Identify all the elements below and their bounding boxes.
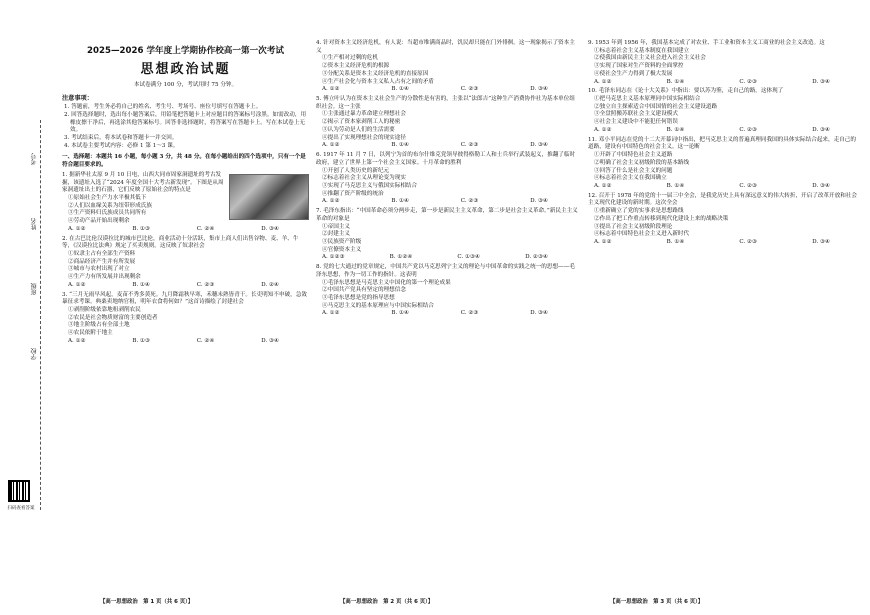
answer-a: A. ①②③ bbox=[322, 254, 345, 261]
question-option: ②中国共产党具有坚定的理想信念 bbox=[322, 287, 406, 294]
answer-b: B. ①④ bbox=[391, 86, 410, 93]
question-1 bbox=[62, 172, 309, 234]
exam-title: 2025—2026 学年度上学期协作校高一第一次考试 bbox=[87, 46, 284, 56]
note-item: 4. 本试卷主要考试内容：必修 1 第 1～3 课。 bbox=[64, 142, 179, 149]
answer-d: D. ③④ bbox=[261, 225, 279, 232]
question-10 bbox=[588, 88, 860, 134]
question-stem: 8. 党的七大通过的党章规定，中国共产党以马克思列宁主义的理论与中国革命的实践之统一的思想——毛泽东思想，作为一切工作的指针。这表明 bbox=[316, 264, 575, 278]
answer-b: B. ①④ bbox=[391, 142, 410, 149]
question-stem: 9. 1953 年到 1956 年，我国基本完成了对农业、手工业和资本主义工商业的社会主义改造。这 bbox=[588, 40, 825, 46]
answer-a: A. ①② bbox=[594, 238, 612, 245]
question-option: ②标志着社会主义从理论变为现实 bbox=[322, 175, 406, 182]
page-footer-1: 【高一思想政治 第 1 页（共 6 页）】 bbox=[100, 599, 194, 605]
question-stem: 3. “三月无雨早风起，麦苗不秀多黄死。九月降霜秋早寒，禾穗未熟皆青干。长吏明知不申破，急敛暴征求考课。典桑卖地纳官租，明年衣食将何如？”这首诗描绘了封建社会 bbox=[62, 291, 307, 306]
seal-line bbox=[40, 120, 41, 510]
question-option: ④使社会生产力得到了极大发展 bbox=[594, 70, 673, 77]
answer-choices bbox=[62, 282, 309, 290]
question-option: ③实现了马克思主义与俄国实际相结合 bbox=[322, 182, 418, 189]
page-3-column bbox=[588, 38, 860, 585]
page-footer-3: 【高一思想政治 第 3 页（共 6 页）】 bbox=[610, 599, 704, 605]
question-option: ④提出了实现理想社会的现实途径 bbox=[322, 134, 406, 141]
question-6 bbox=[316, 152, 578, 206]
question-option: ②独立自主探索适合中国国情的社会主义建设道路 bbox=[594, 103, 718, 110]
question-4 bbox=[316, 40, 578, 94]
answer-b: B. ①④ bbox=[666, 78, 685, 85]
question-option: ②资本主义经济危机的根源 bbox=[322, 63, 390, 70]
question-option: ②明确了社会主义初级阶段的基本路线 bbox=[594, 159, 690, 166]
answer-d: D. ③④ bbox=[530, 86, 548, 93]
answer-c: C. ②③ bbox=[739, 238, 758, 245]
answer-d: D. ③④ bbox=[530, 142, 548, 149]
question-9 bbox=[588, 40, 860, 86]
notes-heading: 注意事项： bbox=[62, 94, 93, 102]
question-option: ②作出了把工作重点转移到现代化建设上来的战略决策 bbox=[594, 215, 729, 222]
answer-b: B. ①③ bbox=[132, 337, 151, 344]
question-option: ④推翻了资产阶级的统治 bbox=[322, 190, 384, 197]
question-option: ③城市与农村出现了对立 bbox=[68, 266, 130, 273]
answer-choices bbox=[62, 226, 309, 234]
answer-a: A. ①② bbox=[68, 281, 86, 288]
question-2 bbox=[62, 236, 309, 290]
question-option: ③分配关系是资本主义经济危机的直接原因 bbox=[322, 70, 429, 77]
question-option: ④标志着社会主义在我国确立 bbox=[594, 175, 667, 182]
question-stem: 7. 毛泽东指出：“中国革命必须分两步走，第一步是新民主主义革命，第二步是社会主义革命。”新民主主义革命的对象是 bbox=[316, 208, 578, 222]
answer-d: D. ③④ bbox=[261, 337, 279, 344]
sidebar-label-exam-number: 考号 bbox=[30, 150, 39, 168]
answer-d: D. ③④ bbox=[812, 182, 830, 189]
question-stem: 11. 邓小平同志在党的十二大开幕词中指出，把马克思主义的普遍真理同我国的具体实际结合起来，走自己的道路，建设有中国特色的社会主义。这一论断 bbox=[588, 136, 856, 151]
answer-a: A. ①② bbox=[594, 126, 612, 133]
question-option: ③生产资料归氏族成员共同所有 bbox=[68, 210, 147, 217]
answer-a: A. ①② bbox=[594, 182, 612, 189]
answer-c: C. ①③④ bbox=[457, 254, 481, 261]
answer-a: A. ①② bbox=[322, 198, 340, 205]
answer-d: D. ②④ bbox=[261, 281, 279, 288]
answer-d: D. ③④ bbox=[530, 198, 548, 205]
qr-code-icon bbox=[8, 480, 30, 502]
question-option: ①主张通过暴力革命建立理想社会 bbox=[322, 111, 406, 118]
sidebar-label-class: 班级 bbox=[30, 280, 39, 298]
question-option: ③回答了什么是社会主义的问题 bbox=[594, 167, 673, 174]
answer-c: C. ②④ bbox=[196, 337, 215, 344]
answer-c: C. ②④ bbox=[196, 225, 215, 232]
answer-b: B. ①④ bbox=[391, 198, 410, 205]
answer-d: D. ③④ bbox=[530, 310, 548, 317]
question-option: ①剥削阶级依靠地租剥削农民 bbox=[68, 307, 141, 314]
page-footer-2: 【高一思想政治 第 2 页（共 6 页）】 bbox=[340, 599, 434, 605]
answer-c: C. ②③ bbox=[460, 86, 479, 93]
question-option: ②使我国由新民主主义社会进入社会主义社会 bbox=[594, 55, 706, 62]
sidebar-label-name: 姓名 bbox=[30, 215, 39, 233]
answer-c: C. ②③ bbox=[460, 142, 479, 149]
question-stem: 10. 毛泽东同志在《论十大关系》中指出：要以苏为鉴，走自己的路。这体现了 bbox=[588, 88, 784, 95]
page-2-column bbox=[316, 38, 578, 585]
question-option: ③民族资产阶级 bbox=[322, 238, 362, 245]
answer-a: A. ①② bbox=[322, 310, 340, 317]
question-option: ④生产力有所发展并出现剩余 bbox=[68, 274, 141, 281]
question-option: ②农民是社会物质财富的主要创造者 bbox=[68, 314, 158, 321]
question-stem: 4. 针对资本主义经济危机，有人说：当超市堆满商品时，饥民却只能在门外徘徊。这一现象揭示了资本主义 bbox=[316, 40, 575, 54]
answer-b: B. ①④ bbox=[666, 182, 685, 189]
page-1-column bbox=[62, 38, 309, 585]
answer-choices bbox=[316, 142, 578, 150]
answer-choices bbox=[316, 254, 578, 262]
answer-a: A. ①② bbox=[68, 337, 86, 344]
question-option: ③实现了国家对生产资料的全面掌控 bbox=[594, 63, 684, 70]
question-option: ③认为劳动是人们的生活需要 bbox=[322, 126, 395, 133]
question-option: ③提出了社会主义初级阶段理论 bbox=[594, 223, 673, 230]
answer-d: D. ③④ bbox=[812, 126, 830, 133]
question-option: ③全盘照搬苏联社会主义建设模式 bbox=[594, 111, 678, 118]
answer-a: A. ①② bbox=[68, 225, 86, 232]
answer-b: B. ①②④ bbox=[389, 254, 413, 261]
question-option: ③毛泽东思想是党的指导思想 bbox=[322, 295, 395, 301]
answer-d: D. ③④ bbox=[812, 78, 830, 85]
question-option: ①奴隶主占有全部生产资料 bbox=[68, 251, 136, 257]
note-item: 2. 回答选择题时，选出每小题答案后，用铅笔把答题卡上对应题目的答案标号涂黑。如需改动，用橡皮擦干净后，再选涂其他答案标号。回答非选择题时，将答案写在答题卡上。写在本试卷上无效。 bbox=[64, 111, 307, 134]
question-option: ①把马克思主义基本原理同中国实际相结合 bbox=[594, 96, 701, 103]
answer-c: C. ②③ bbox=[739, 182, 758, 189]
answer-b: B. ①③ bbox=[132, 225, 151, 232]
note-item: 3. 考试结束后，将本试卷和答题卡一并交回。 bbox=[64, 134, 178, 141]
question-option: ④生产社会化与资本主义私人占有之间的矛盾 bbox=[322, 78, 434, 85]
sidebar-label-school: 学校 bbox=[30, 345, 39, 363]
answer-choices bbox=[316, 86, 578, 94]
answer-c: C. ②③ bbox=[460, 198, 479, 205]
answer-choices bbox=[316, 310, 578, 318]
question-7 bbox=[316, 208, 578, 262]
question-stem: 2. 在古巴比伦汉谟拉比的城市巴比伦，商业活动十分活跃，集市上商人们出售谷物、麦、羊、牛等，《汉谟拉比法典》规定了买卖规则。这反映了奴隶社会 bbox=[62, 235, 299, 250]
question-option: ②人们以血缘关系为纽带形成氏族 bbox=[68, 202, 152, 209]
question-option: ④标志着中国特色社会主义进入新时代 bbox=[594, 231, 690, 238]
question-option: ④农民依附于地主 bbox=[68, 330, 113, 337]
question-option: ①毛泽东思想是马克思主义中国化的第一个理论成果 bbox=[322, 279, 451, 286]
question-option: ②揭示了资本家剥削工人的秘密 bbox=[322, 119, 401, 126]
question-option: ①原始社会生产力水平极其低下 bbox=[68, 194, 147, 201]
question-option: ②封建主义 bbox=[322, 231, 350, 238]
question-stem: 6. 1917 年 11 月 7 日，以列宁为首的布尔什维克党领导彼得格勒工人和士兵举行武装起义，推翻了临时政府，建立了世界上第一个社会主义国家。十月革命的胜利 bbox=[316, 152, 576, 166]
answer-choices bbox=[62, 338, 309, 346]
answer-b: B. ①④ bbox=[132, 281, 151, 288]
note-item: 1. 答题前，考生务必将自己的姓名、考生号、考场号、座位号填写在答题卡上。 bbox=[64, 104, 262, 111]
question-option: ③地主阶级占有全部土地 bbox=[68, 322, 130, 329]
question-option: ④马克思主义的基本原理应与中国实际相结合 bbox=[322, 302, 434, 309]
stone-tools-photo bbox=[229, 174, 309, 220]
subject-title: 思想政治试题 bbox=[140, 61, 231, 77]
question-option: ①生产相对过剩的危机 bbox=[322, 55, 378, 62]
question-option: ④官僚资本主义 bbox=[322, 246, 362, 253]
question-5 bbox=[316, 96, 578, 150]
question-option: ①开创了人类历史的新纪元 bbox=[322, 167, 390, 174]
question-option: ②商品经济产生并有所发展 bbox=[68, 258, 136, 265]
answer-c: C. ②③ bbox=[460, 310, 479, 317]
answer-a: A. ①② bbox=[322, 86, 340, 93]
score-line: 本试卷满分 100 分，考试用时 75 分钟。 bbox=[133, 81, 238, 88]
answer-b: B. ①④ bbox=[666, 126, 685, 133]
question-8 bbox=[316, 264, 578, 318]
answer-choices bbox=[316, 198, 578, 206]
question-option: ④社会主义建设中不能犯任何错误 bbox=[594, 119, 678, 126]
answer-d: D. ②③④ bbox=[525, 254, 548, 261]
answer-choices bbox=[588, 127, 860, 135]
question-12 bbox=[588, 193, 860, 247]
question-option: ①帝国主义 bbox=[322, 223, 350, 230]
answer-c: C. ②③ bbox=[739, 126, 758, 133]
answer-c: C. ②③ bbox=[196, 281, 215, 288]
question-option: ④劳动产品开始出现剩余 bbox=[68, 218, 130, 225]
answer-a: A. ①② bbox=[594, 78, 612, 85]
question-option: ①开辟了中国特色社会主义道路 bbox=[594, 152, 673, 159]
question-11 bbox=[588, 137, 860, 191]
question-stem: 1. 据新华社太原 9 月 10 日电，山西大同市周家洞遗址的考古发掘，该遗址入选了“2024 年度全国十大考古新发现”。下图是从周家洞遗址出土的石器，它们反映了原始社会的特点是 bbox=[62, 171, 224, 194]
qr-caption: 扫码查看答案 bbox=[7, 506, 35, 511]
question-option: ①重新确立了党的实事求是思想路线 bbox=[594, 208, 684, 215]
answer-a: A. ①② bbox=[322, 142, 340, 149]
answer-b: B. ①④ bbox=[391, 310, 410, 317]
answer-choices bbox=[588, 183, 860, 191]
binding-margin bbox=[0, 0, 56, 615]
answer-d: D. ③④ bbox=[812, 238, 830, 245]
answer-choices bbox=[588, 239, 860, 247]
question-option: ①标志着社会主义基本制度在我国建立 bbox=[594, 47, 690, 54]
answer-choices bbox=[588, 79, 860, 87]
question-3 bbox=[62, 292, 309, 346]
answer-b: B. ①④ bbox=[666, 238, 685, 245]
question-stem: 5. 傅立叶认为在资本主义社会生产的分散性是有害的，主张以“法郎吉”这种生产消费协作社为基本单位组织社会。这一主张 bbox=[316, 96, 575, 110]
answer-c: C. ②③ bbox=[739, 78, 758, 85]
section-heading: 一、选择题：本题共 16 小题，每小题 3 分，共 48 分。在每小题给出的四个选项中，只有一个是符合题目要求的。 bbox=[62, 154, 306, 169]
question-stem: 12. 召开于 1978 年的党的十一届三中全会，是我党历史上具有深远意义的伟大转折，开启了改革开放和社会主义现代化建设的新时期。这次全会 bbox=[588, 192, 857, 207]
